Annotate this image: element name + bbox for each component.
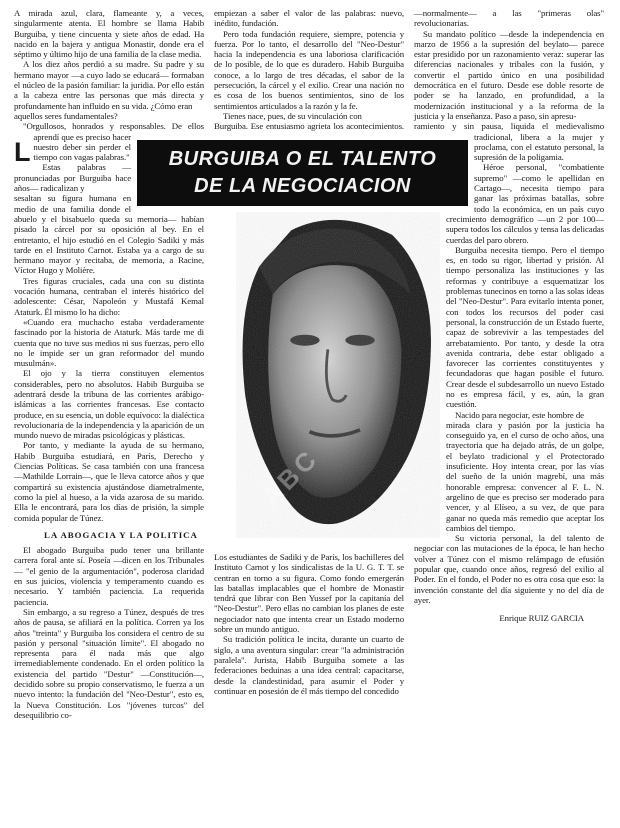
headline-line1: BURGUIBA O EL TALENTO	[168, 148, 437, 170]
paragraph: aquellos seres fundamentales?	[14, 110, 118, 121]
article-col1-main	[14, 193, 204, 523]
paragraph: mirada clara y pasión por la justicia ha conseguido ya, en el curso de ocho años, una trayectoria que ha dejado atrás, de un golpe, el beylato tradicional y el Protectorado insuficiente. Hoy intenta crear, por las vías del sueño de la unión magrebí, una más honorable empresa: convencer al F. L. N. argelino de que es preciso ser moderado para vencer, y al Elíseo, a su vez, de que para ganar no queda más remedio que aceptar los cambios del tiempo.	[446, 419, 604, 533]
paragraph: Pero toda fundación requiere, siempre, potencia y fuerza. Por lo tanto, el desarrollo del "Neo-Destur" hacia la independencia es una laboriosa clarificación de lo posible, de lo que es duradero. Habib Burguiba conoce, a lo largo de tres décadas, el sabor de la persecución, la cárcel y el exilio. Crear una nación no es cosa de los buenos sentimientos, sino de los sentimientos articulados a la razón y la fe.	[214, 28, 404, 111]
author-signature: Enrique RUIZ GARCIA	[499, 613, 584, 624]
paragraph: Estas palabras —pronunciadas por Burguiba hace años— radicalizan y	[14, 162, 131, 194]
paragraph: Tres figuras cruciales, cada una con su distinta vocación humana, centraban el interés histórico del adolescente: César, Napoleón y Mustafá Kemal Ataturk. Él mismo lo ha dicho:	[14, 275, 204, 317]
paragraph: Burguiba necesita tiempo. Pero el tiempo es, en todo su rigor, libertad y prisión. Al tiempo personaliza las instituciones y las reformas y contribuye a esquematizar los problemas tunecinos en torno a las solas ideas del "Neo-Destur". Para evitarlo intenta poner, con todos los recursos del poder casi personal, la construcción de un Estado fuerte, capaz de sobrevivir a las tempestades del arrebatamiento. Por tanto, y desde la otra avenida contraria, debe estar obligado a favorecer las corrientes constituyentes y fecundadoras que hagan posible el futuro. Crear desde el subdesarrollo un nuevo Estado no es empresa fácil, y es, aún, la gran cuestión.	[446, 244, 604, 410]
paragraph: empiezan a saber el valor de las palabras: nuevo, inédito, fundación.	[214, 8, 404, 29]
article-column-1	[14, 8, 204, 720]
paragraph: ramiento y sin pausa, liquida el medievalismo tradicional, libera a la mujer y proclama, con el estatuto personal, la supresión de la poligamia.	[414, 121, 604, 163]
paragraph: A mirada azul, clara, flameante y, a veces, singularmente atenta. El hombre se llama Habib Burguiba, y tiene cincuenta y siete años de edad. Ha nacido en la bajera y antigua Monastir, donde era el séptimo y último hijo de una familia de la clase media.	[14, 8, 204, 60]
paragraph: Su victoria personal, la del talento de negociar con las mutaciones de la época, le han hecho volver a Túnez con el mismo relámpago de efusión popular que, cuando once años, regresó del exilio al Poder. En el fondo, el Poder no es otra cosa que eso: la invención constante del día siguiente y no del día de ayer.	[414, 533, 604, 605]
paragraph: El ojo y la tierra constituyen elementos considerables, pero no absolutos. Habib Burguiba se adentrará desde la tribuna de las corrientes arábigo-islámicas a las corrientes francesas. Ese contacto produce, en su esencia, un doble equívoco: la dialéctica revolucionaria de la independencia y la aparición de un mundo nuevo de miradas psicológicas y plásticas.	[14, 368, 204, 441]
paragraph: «Cuando era muchacho estaba verdaderamente fascinado por la historia de Ataturk. Más tarde me di cuenta que no tuve sus medios ni sus fuerzas, pero ello no le impide ser un gran reformador del mundo musulmán».	[14, 316, 204, 369]
portrait-photo	[236, 212, 440, 538]
paragraph: A los diez años perdió a su madre. Su padre y su hermano mayor —a cuyo lado se educará— formaban el núcleo de la pasión familiar: la juridia. Por ello están a la cabeza entre las personas que más directa y profundamente han influido en su vida. ¿Cómo eran	[14, 59, 204, 111]
headline-box	[137, 140, 468, 206]
article-col3-top	[414, 8, 604, 121]
article-col2-top	[214, 8, 404, 121]
paragraph: —normalmente— a las "primeras olas" revolucionarias.	[414, 8, 604, 29]
paragraph: Su tradición política le incita, durante un cuarto de siglo, a una aventura singular: crear "la administración paralela". Jurista, Habib Burguiba somete a las federaciones beduinas a una idea central: capacitarse, desde la clandestinidad, para asumir el Poder y continuar en posesión de él más tiempo del concedido	[214, 634, 404, 696]
paragraph: Burguiba. Ese entusiasmo agrieta los acontecimientos. Los estudiantes de Sadiki y de París, los bachilleres del Instituto Carnot y los sindicalistas de la U. G. T. T. se centran en torno a su figura. Como fondo emergerán las batallas implacables que el hombre de Monastir tendrá que librar con Ben Yussef por la capitanía del "Neo-Destur". Pero ellas no cambian los planes de este negociador nato que intenta crear un Estado moderno sobre un mundo antiguo.	[214, 121, 404, 635]
paragraph: Sin embargo, a su regreso a Túnez, después de tres años de pausa, se afiliará en la política. Corren ya los años "treinta" y Burguiba los considera el centro de su pasión y personal "situación límite". El abogado no representa para él nada más que algo irremediablemente condenado. En el orden político la existencia del partido "Destur" —Constitución—, decidido sobre su propio conservatismo, le fuerza a un nuevo intento: la fundación del "Neo-Destur", esto es, la Nueva Constitución. Los "jóvenes turcos" del desequilibrio co-	[14, 606, 204, 720]
paragraph: Nacido para negociar, este hombre de	[455, 409, 584, 420]
headline-line2: DE LA NEGOCIACION	[194, 175, 411, 197]
paragraph: Por tanto, y mediante la ayuda de su hermano, Habib Burguiba estudiará, en París, Derecho y Ciencias Políticas. Se casa también con una francesa —Mathilde Lorrain—, que le lleva catorce años y que compartirá su existencia ajustándose diametralmente, como la piel al hueso, a la vida azarosa de su marido. Ella le encontrará, para los días de prisión, la simple comida popular de Túnez.	[14, 440, 204, 523]
paragraph: Tienes nace, pues, de su vinculación con	[223, 110, 362, 121]
paragraph: Héroe personal, "combatiente supremo" —como le apellidan en Cartago—, necesita tiempo para ganar las próximas batallas, sobre todo la económica, en un país cuyo crecimiento demográfico —un 2 por 100— supera todos los cálculos y tensa las delicadas cuerdas del paro obrero.	[446, 162, 604, 245]
article-section2-col1	[14, 545, 204, 720]
watermark: ABC	[255, 442, 325, 512]
paragraph: sesaltan su figura humana en medio de una familia donde el abuelo y el bisabuelo queda su memoria— habían pisado la cárcel por su oposición al bey. En el entretanto, el hijo estudió en el Colegio Sadiki y más tarde en el Instituto Carnot. Estaba ya a cargo de su hermano mayor y recitaba, de memoria, a Racine, Víctor Hugo y Molière.	[14, 193, 204, 276]
paragraph: Su mandato político —desde la independencia en marzo de 1956 a la supresión del beylato— parece estar presidido por un razonamiento veraz: superar las diferencias nacionales y tribales con la fusión, y convertir el partido único en una posibilidad democrática en el futuro. Desde ese doble resorte de poder se ha lanzado, en profundidad, a la modernización institucional y a la reforma de la justicia y la enseñanza. Paso a paso, sin apresu-	[414, 28, 604, 121]
section-heading: LA ABOGACIA Y LA POLITICA	[44, 529, 198, 540]
paragraph: "Orgullosos, honrados y responsables. De ellos aprendí que es preciso hacer nuestro deber sin perder el tiempo con vagas palabras."	[23, 121, 204, 163]
drop-cap: L	[14, 137, 31, 167]
paragraph: El abogado Burguiba pudo tener una brillante carrera foral ante sí. Poseía —dicen en los Tribunales— "el genio de la argumentación", poderosa claridad en sus juicios, violencia y temperamento cuando es necesario. Y también paciencia. La requerida paciencia.	[14, 545, 204, 607]
article-column-3	[414, 8, 604, 624]
